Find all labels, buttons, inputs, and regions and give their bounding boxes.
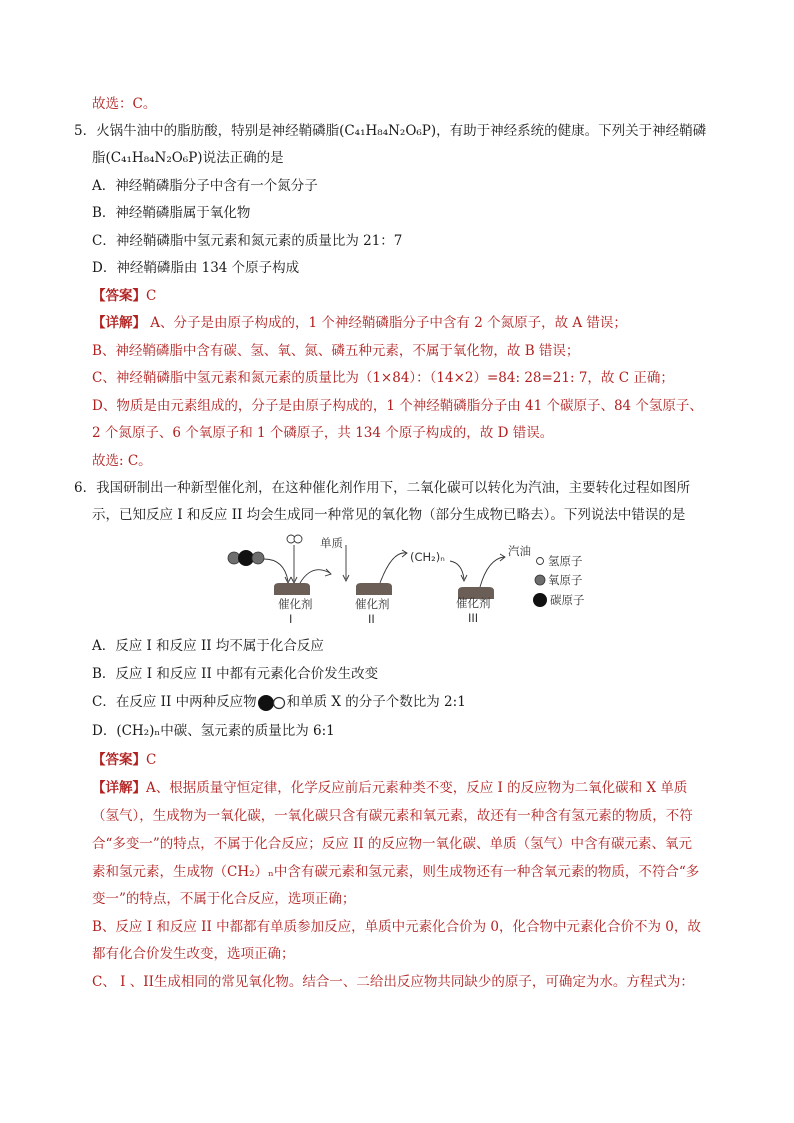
carbon-atom-icon [533,593,547,607]
q5-answer [92,286,156,306]
q5-explain-line-1 [92,313,627,333]
q6-option-a: A．反应 I 和反应 II 均不属于化合反应 [92,638,324,654]
q6-explain-line-5: 变一”的特点，不属于化合反应，选项正确； [92,891,356,907]
hydrogen-atom-icon [537,558,544,565]
option-c-pre: C．在反应 II 中两种反应物 [92,694,257,710]
legend-hydrogen: 氢原子 [548,554,583,568]
q6-explain-line-2: （氢气），生成物为一氧化碳，一氧化碳只含有碳元素和氧元素，故还有一种含有氢元素的物质，不符 [92,808,693,824]
answer-tag: 【答案】 [92,752,146,768]
catalyst-1-number: I [289,612,293,626]
explain-text: A、根据质量守恒定律，化学反应前后元素种类不变，反应 I 的反应物为二氧化碳和 X 单质 [146,780,688,796]
q6-explain-line-4: 素和氢元素，生成物（CH₂）ₙ中含有碳元素和氢元素，则生成物还有一种含氧元素的物质，不符合“多 [92,864,700,880]
option-d-formula: (CH₂)ₙ [116,723,161,739]
q5-option-d: D．神经鞘磷脂由 134 个原子构成 [92,260,300,276]
danzhi-label: 单质 [320,536,343,550]
explain-tag: 【详解】 [92,780,146,796]
q6-explain-line-6: B、反应 I 和反应 II 中都都有单质参加反应，单质中元素化合价为 0，化合物中元素化合价不为 0，故 [92,919,701,935]
option-d-pre: D． [92,723,117,739]
q6-explain-line-7: 都有化合价发生改变，选项正确； [92,946,295,962]
legend-carbon: 碳原子 [550,593,585,607]
q5-guxuan: 故选: C。 [92,453,152,469]
oxygen-atom-icon [535,575,545,585]
q5-stem-line-2: 脂(C₄₁H₈₄N₂O₆P)说法正确的是 [92,150,284,166]
q6-option-c [92,692,466,713]
q6-explain-line-1 [92,778,687,798]
q5-stem-line-1: 5．火锅牛油中的脂肪酸，特别是神经鞘磷脂(C₄₁H₈₄N₂O₆P)，有助于神经系统的健康。下列关于神经鞘磷 [74,123,707,139]
co-molecule-icon [257,693,287,713]
h2-molecule-icon [287,535,302,543]
q6-stem-line-2: 示，已知反应 I 和反应 II 均会生成同一种常见的氧化物（部分生成物已略去）。下列说法中错误的是 [92,507,686,523]
q6-option-d [92,721,335,741]
answer-value: C [146,288,157,304]
arrow-icon [264,559,288,581]
q6-option-b: B．反应 I 和反应 II 中都有元素化合价发生改变 [92,666,379,682]
prev-answer-line: 故选：C。 [92,96,157,112]
legend [533,554,585,607]
q5-option-c: C．神经鞘磷脂中氢元素和氮元素的质量比为 21：7 [92,233,403,249]
legend-oxygen: 氧原子 [548,573,583,587]
catalyst-3-number: III [468,611,479,625]
option-c-post: 和单质 X 的分子个数比为 2:1 [286,694,466,710]
explain-tag: 【详解】 [92,315,146,331]
q5-option-a: A．神经鞘磷脂分子中含有一个氮分子 [92,178,318,194]
q6-explain-line-8: C、 I 、II生成相同的常见氧化物。结合一、二给出反应物共同缺少的原子，可确定为水。方程式为： [92,974,694,990]
explain-text: A、分子是由原子构成的，1 个神经鞘磷脂分子中含有 2 个氮原子，故 A 错误； [150,315,627,331]
q5-explain-line-2: B、神经鞘磷脂中含有碳、氢、氧、氮、磷五种元素，不属于氧化物，故 B 错误； [92,343,580,359]
answer-value: C [146,752,157,768]
catalyst-2-number: II [368,612,375,626]
option-d-post: 中碳、氢元素的质量比为 6:1 [160,723,335,739]
reaction-diagram [222,533,602,628]
q6-explain-line-3: 合“多变一”的特点，不属于化合反应；反应 II 的反应物一氧化碳、单质（氢气）中含有碳元素、氧元 [92,836,693,852]
qiyou-label: 汽油 [508,544,531,558]
q5-explain-line-5: 2 个氮原子、6 个氧原子和 1 个磷原子，共 134 个原子构成的，故 D 错误。 [92,425,554,441]
q5-option-b: B．神经鞘磷脂属于氧化物 [92,205,251,221]
answer-tag: 【答案】 [92,288,146,304]
q6-answer [92,750,156,770]
catalyst-2-label: 催化剂 [355,597,390,611]
catalyst-1-label: 催化剂 [278,597,313,611]
catalyst-3-label: 催化剂 [456,596,491,610]
catalyst-1-icon [274,583,310,595]
catalyst-2-icon [356,583,392,595]
q5-explain-line-3: C、神经鞘磷脂中氢元素和氮元素的质量比为（1×84）：（14×2）=84: 28=21: 7，故 C 正确； [92,370,674,386]
ch2n-label: (CH₂)ₙ [410,550,445,564]
q6-stem-line-1: 6．我国研制出一种新型催化剂，在这种催化剂作用下，二氧化碳可以转化为汽油，主要转化过程如图所 [74,480,691,496]
q5-explain-line-4: D、物质是由元素组成的，分子是由原子构成的，1 个神经鞘磷脂分子由 41 个碳原子、84 个氢原子、 [92,398,703,414]
co2-molecule-icon [228,550,264,566]
